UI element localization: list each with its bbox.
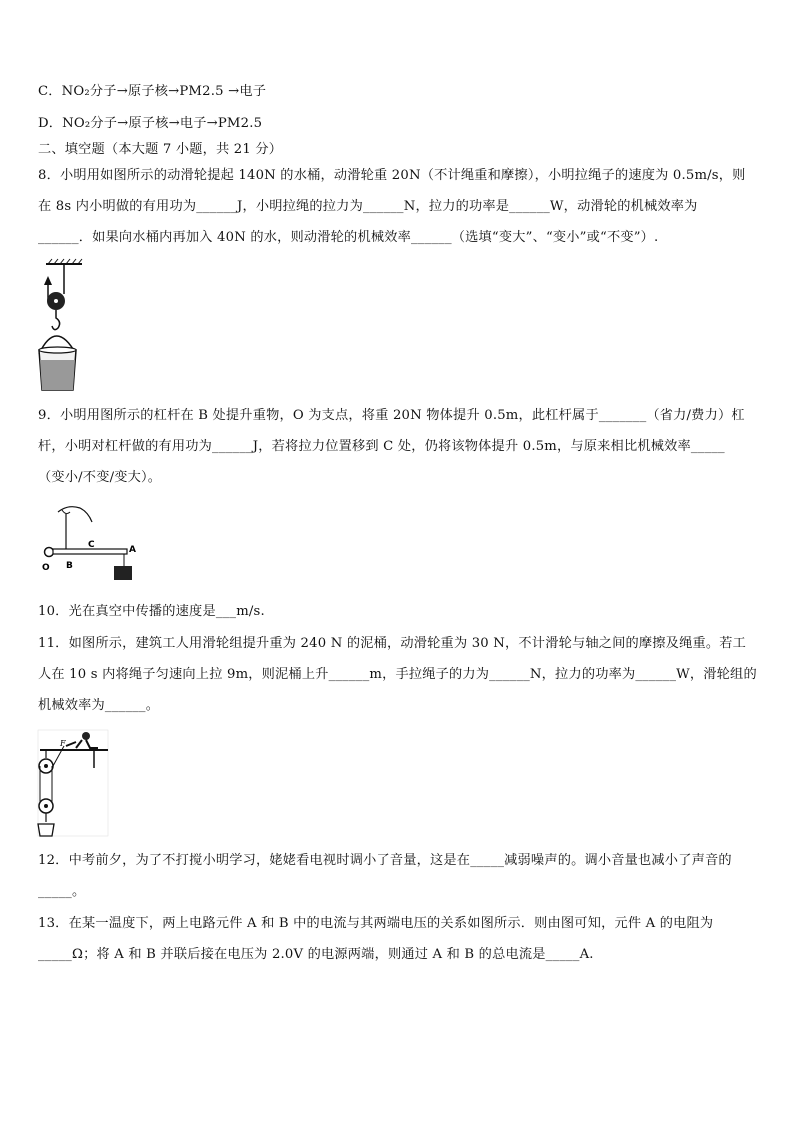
option-c: C．NO₂分子→原子核→PM2.5 →电子 bbox=[38, 84, 267, 99]
worker-head bbox=[82, 732, 90, 740]
q9-line-1: 9．小明用图所示的杠杆在 B 处提升重物，O 为支点，将重 20N 物体提升 0.5m，此杠杆属于_______（省力/费力）杠 bbox=[38, 408, 745, 423]
bucket-water bbox=[40, 360, 75, 390]
pull-arrow-icon bbox=[44, 276, 52, 285]
q13-line-1: 13．在某一温度下，两上电路元件 A 和 B 中的电流与其两端电压的关系如图所示．则由图可知，元件 A 的电阻为 bbox=[38, 916, 714, 931]
q12-line-1: 12．中考前夕，为了不打搅小明学习，姥姥看电视时调小了音量，这是在_____减弱噪声的。调小音量也减小了声音的 bbox=[38, 853, 732, 868]
lever-figure bbox=[40, 498, 140, 584]
label-a: A bbox=[129, 545, 136, 555]
bucket-rim bbox=[39, 347, 76, 353]
label-b: B bbox=[66, 561, 73, 571]
q10-line-1: 10．光在真空中传播的速度是___m/s. bbox=[38, 604, 265, 619]
q9-line-3: （变小/不变/变大）。 bbox=[38, 470, 162, 485]
hand bbox=[58, 507, 92, 522]
q8-line-1: 8．小明用如图所示的动滑轮提起 140N 的水桶，动滑轮重 20N（不计绳重和摩擦），小明拉绳子的速度为 0.5m/s，则 bbox=[38, 168, 746, 183]
option-d: D．NO₂分子→原子核→电子→PM2.5 bbox=[38, 116, 263, 131]
section-heading: 二、填空题（本大题 7 小题，共 21 分） bbox=[38, 142, 283, 157]
label-f: F bbox=[60, 739, 66, 748]
hook bbox=[52, 310, 60, 330]
figure-frame bbox=[38, 730, 108, 836]
q13-line-2: _____Ω；将 A 和 B 并联后接在电压为 2.0V 的电源两端，则通过 A 和 B 的总电流是_____A. bbox=[38, 947, 594, 962]
q8-line-3: ______．如果向水桶内再加入 40N 的水，则动滑轮的机械效率______（选填“变大”、“变小”或“不变”）. bbox=[38, 230, 659, 245]
pulley-bucket-figure bbox=[36, 256, 96, 396]
pulley-axle bbox=[54, 299, 58, 303]
mud-bucket bbox=[38, 824, 54, 836]
q12-line-2: _____。 bbox=[38, 884, 86, 899]
finger bbox=[62, 510, 70, 514]
label-c: C bbox=[88, 540, 95, 550]
q9-line-2: 杆，小明对杠杆做的有用功为______J，若将拉力位置移到 C 处，仍将该物体提升 0.5m，与原来相比机械效率_____ bbox=[38, 439, 725, 454]
pulley-system-figure bbox=[36, 728, 112, 840]
q11-line-1: 11．如图所示，建筑工人用滑轮组提升重为 240 N 的泥桶，动滑轮重为 30 N，不计滑轮与轴之间的摩擦及绳重。若工 bbox=[38, 636, 747, 651]
weight-block bbox=[114, 566, 132, 580]
movable-axle bbox=[44, 804, 48, 808]
q11-line-3: 机械效率为______。 bbox=[38, 698, 160, 713]
q8-line-2: 在 8s 内小明做的有用功为______J，小明拉绳的拉力为______N，拉力的功率是______W，动滑轮的机械效率为 bbox=[38, 199, 698, 214]
fixed-axle bbox=[44, 764, 48, 768]
label-o: O bbox=[42, 563, 50, 573]
q11-line-2: 人在 10 s 内将绳子匀速向上拉 9m，则泥桶上升______m，手拉绳子的力为______N，拉力的功率为______W，滑轮组的 bbox=[38, 667, 757, 682]
fulcrum-o bbox=[45, 548, 54, 557]
